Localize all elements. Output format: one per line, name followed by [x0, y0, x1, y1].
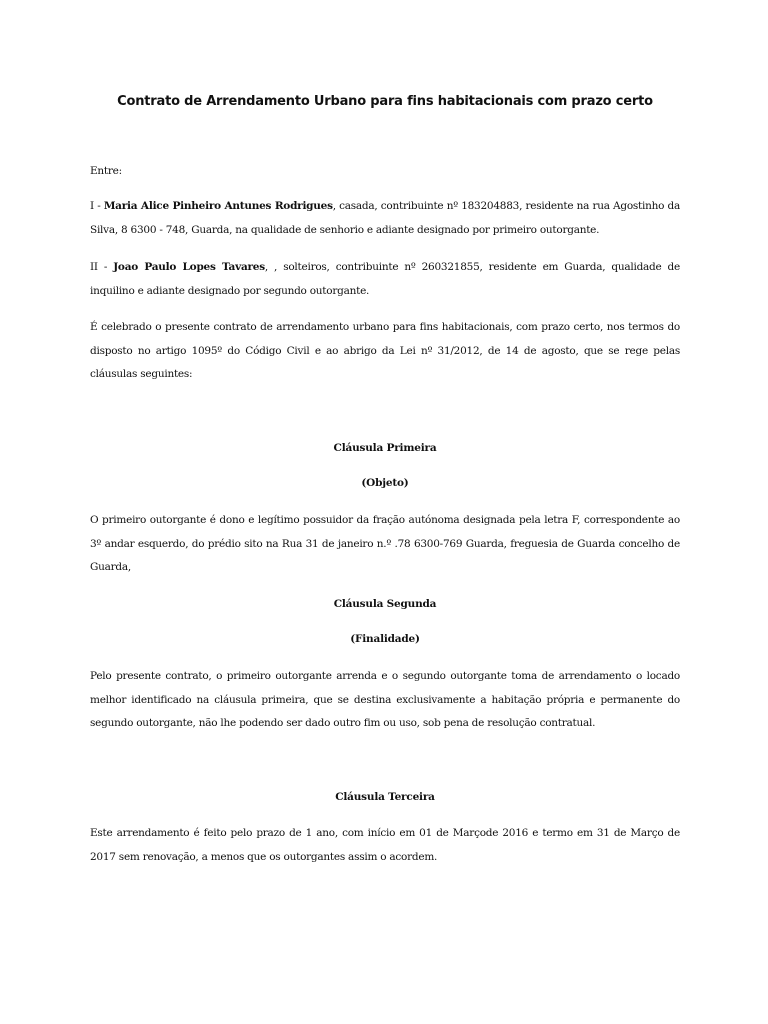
party-one-details: , casada, contribuinte nº 183204883, residente na rua Agostinho da Silva, 8 6300 - 748, Guarda, na qualidade de senhorio e adiante designado por primeiro outorgante.: [90, 200, 681, 236]
clause-three-text: Este arrendamento é feito pelo prazo de 1 ano, com início em 01 de Marçode 2016 e termo em 31 de Março de 2017 sem renovação, a menos que os outorgantes assim o acordem.: [90, 827, 680, 863]
clause-one-subheading: (Objeto): [361, 477, 409, 489]
party-one-prefix: I -: [90, 200, 104, 212]
clause-two-subheading: (Finalidade): [350, 633, 420, 645]
party-one-paragraph: [90, 195, 680, 242]
party-two-prefix: II -: [90, 261, 114, 273]
clause-two-text: Pelo presente contrato, o primeiro outorgante arrenda e o segundo outorgante toma de arrendamento o locado melhor identificado na cláusula primeira, que se destina exclusivamente a habitação própria e permanente do segundo outorgante, não lhe podendo ser dado outro fim ou uso, sob pena de resolução contratual.: [90, 670, 680, 729]
clause-one-heading: Cláusula Primeira: [333, 442, 437, 454]
intro-text: Entre:: [90, 165, 122, 177]
clause-two-heading: Cláusula Segunda: [333, 598, 437, 610]
document-title: Contrato de Arrendamento Urbano para fins habitacionais com prazo certo: [117, 94, 653, 109]
clause-three-heading: Cláusula Terceira: [335, 791, 435, 803]
party-two-details: , , solteiros, contribuinte nº 260321855, residente em Guarda, qualidade de inquilino e adiante designado por segundo outorgante.: [90, 261, 680, 297]
party-two-name: Joao Paulo Lopes Tavares: [113, 261, 265, 273]
party-two-paragraph: [90, 256, 680, 303]
clause-one-text: O primeiro outorgante é dono e legítimo possuidor da fração autónoma designada pela letra F, correspondente ao 3º andar esquerdo, do prédio sito na Rua 31 de janeiro n.º .78 6300-769 Guarda, freguesia de Guarda concelho de Guarda,: [90, 514, 680, 573]
party-one-name: Maria Alice Pinheiro Antunes Rodrigues: [103, 200, 333, 212]
preamble-paragraph: É celebrado o presente contrato de arrendamento urbano para fins habitacionais, com prazo certo, nos termos do disposto no artigo 1095º do Código Civil e ao abrigo da Lei nº 31/2012, de 14 de agosto, que se rege pelas cláusulas seguintes:: [90, 321, 680, 380]
